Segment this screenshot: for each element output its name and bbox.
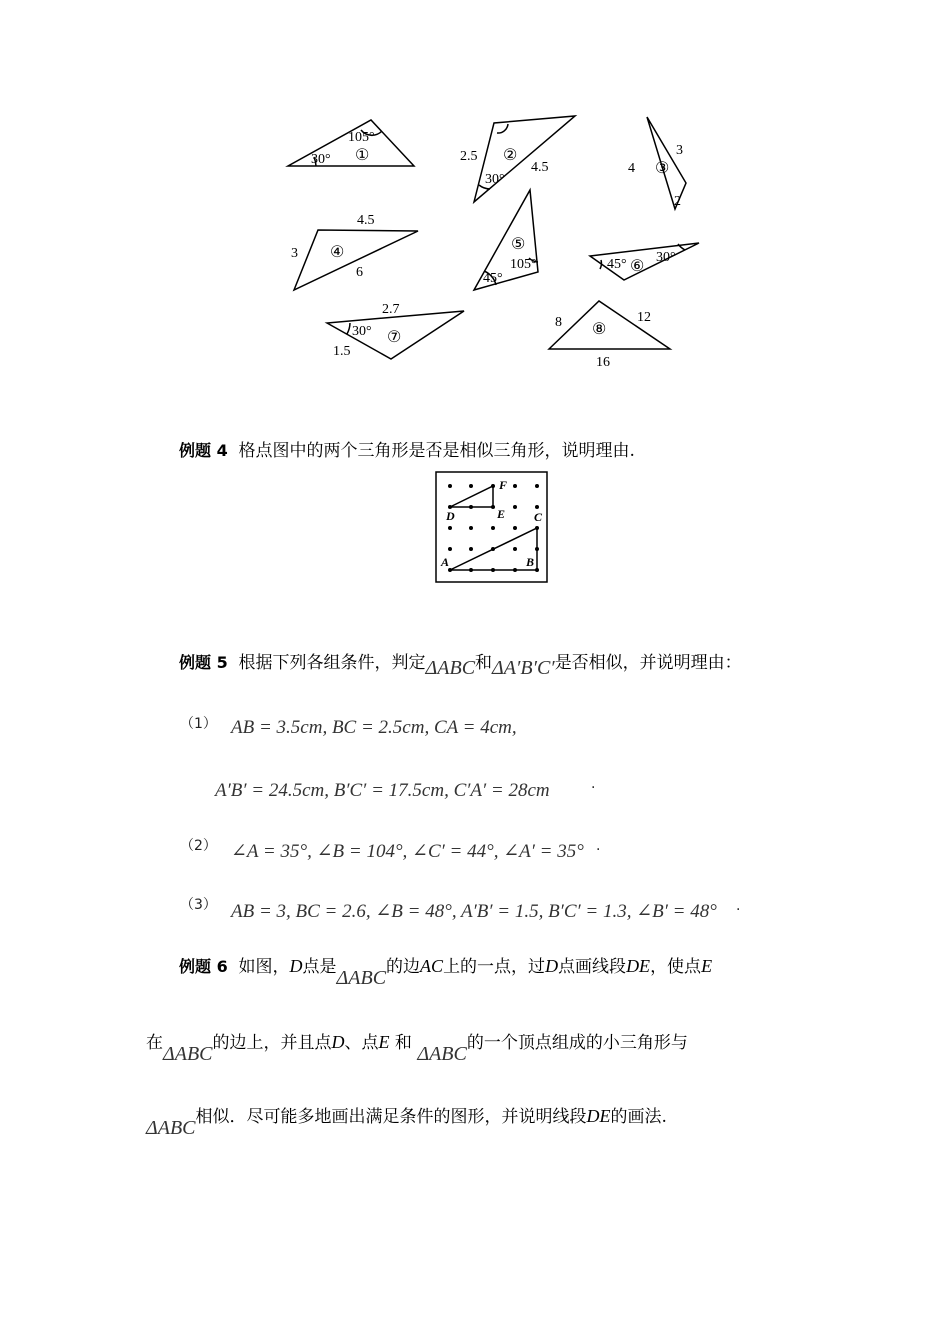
t2-side-a: 2.5 [460, 149, 478, 164]
triangle-abc [450, 528, 537, 570]
t4-side-a: 4.5 [357, 213, 375, 228]
ex4-text: 格点图中的两个三角形是否是相似三角形，说明理由. [238, 441, 635, 461]
ex6-p2c: D [331, 1032, 345, 1052]
ex6-p2g: 的一个顶点组成的小三角形与 [466, 1033, 688, 1053]
t1-angle-b: 30° [311, 152, 331, 167]
ex6-p2e: E [378, 1032, 390, 1052]
ex6-tri-1: ΔABC [336, 967, 387, 989]
t6-angle-b: 30° [656, 250, 676, 265]
c2-num: （2） [180, 838, 217, 854]
label-f: F [499, 478, 508, 492]
c3-line: AB = 3, BC = 2.6, ∠B = 48°, A′B′ = 1.5, B′C′ = 1.3, ∠B′ = 48° [231, 901, 717, 922]
t8-side-c: 16 [596, 355, 610, 370]
ex6-p2a: 在 [146, 1033, 163, 1053]
ex6-p1c: 点是 [302, 957, 337, 977]
ex6-line3 [146, 1104, 667, 1139]
ex6-p1g: D [545, 956, 559, 976]
ex6-p2d: 、点 [344, 1033, 379, 1053]
label-c: C [534, 510, 543, 524]
t8-side-a: 8 [555, 315, 562, 330]
label-e: E [497, 507, 506, 521]
t6-angle-a: 45° [607, 257, 627, 272]
ex6-p1f: 上的一点，过 [443, 957, 546, 977]
ex6-p1d: 的边 [386, 957, 421, 977]
t4-side-b: 3 [291, 246, 298, 261]
t4-side-c: 6 [356, 265, 363, 280]
ex6-p1h: 点画线段 [558, 957, 627, 977]
ex6-p1a: 如图， [238, 957, 290, 977]
t2-marker: ② [503, 147, 518, 164]
t3-side-a: 4 [628, 161, 635, 176]
ex6-p2b: 的边上，并且点 [212, 1033, 332, 1053]
c1-dot: · [591, 780, 596, 796]
t3-marker: ③ [655, 160, 670, 177]
t7-side-a: 2.7 [382, 302, 400, 317]
ex6-line1 [179, 954, 713, 989]
ex5-pre: 根据下列各组条件，判定 [238, 653, 426, 673]
ex6-line2 [146, 1030, 688, 1065]
ex6-p1e: AC [420, 956, 444, 976]
t3-side-b: 3 [676, 143, 683, 158]
ex6-label: 例题 6 [179, 957, 228, 976]
label-a: A [441, 555, 450, 569]
ex4-label: 例题 4 [179, 441, 228, 460]
t5-angle-a: 105° [510, 257, 537, 272]
t7-angle: 30° [352, 324, 372, 339]
c2-line: ∠A = 35°, ∠B = 104°, ∠C′ = 44°, ∠A′ = 35° [231, 841, 584, 862]
c2-dot: · [596, 842, 601, 858]
ex5-line [179, 650, 742, 679]
c1-num: （1） [180, 716, 217, 732]
t8-marker: ⑧ [592, 321, 607, 338]
t8-side-b: 12 [637, 310, 651, 325]
c3-dot: · [736, 902, 741, 918]
t5-angle-b: 45° [483, 271, 503, 286]
label-d: D [446, 509, 455, 523]
ex5-mid: 和 [475, 653, 493, 673]
ex5-tri1: ΔABC [425, 657, 476, 679]
c1-line2: A′B′ = 24.5cm, B′C′ = 17.5cm, C′A′ = 28cm [215, 780, 550, 801]
ex5-post: 是否相似，并说明理由： [554, 653, 742, 673]
ex6-p1j: ，使点 [650, 957, 702, 977]
ex6-p3b: DE [586, 1106, 611, 1126]
t3-side-c: 2 [674, 194, 681, 209]
ex6-p2f: 和 [394, 1033, 412, 1053]
label-b: B [526, 555, 535, 569]
t2-angle: 30° [485, 172, 505, 187]
t6-marker: ⑥ [630, 258, 645, 275]
ex6-p3c: 的画法. [610, 1107, 667, 1127]
ex5-tri2: ΔA′B′C′ [492, 657, 555, 679]
t7-marker: ⑦ [387, 329, 402, 346]
ex6-p1i: DE [626, 956, 651, 976]
t2-side-b: 4.5 [531, 160, 549, 175]
ex6-p3a: 相似．尽可能多地画出满足条件的图形，并说明线段 [195, 1107, 587, 1127]
c1-line1: AB = 3.5cm, BC = 2.5cm, CA = 4cm, [231, 717, 517, 738]
t5-marker: ⑤ [511, 236, 526, 253]
t1-marker: ① [355, 147, 370, 164]
ex6-p1k: E [701, 956, 713, 976]
c3-num: （3） [180, 897, 217, 913]
ex6-p1b: D [289, 956, 303, 976]
ex5-label: 例题 5 [179, 653, 228, 672]
triangle-def [450, 486, 493, 507]
ex6-tri-3: ΔABC [417, 1043, 467, 1065]
t4-marker: ④ [330, 244, 345, 261]
t1-angle-a: 105° [348, 130, 375, 145]
ex6-tri-4: ΔABC [146, 1117, 196, 1139]
t7-side-b: 1.5 [333, 344, 351, 359]
ex6-tri-2: ΔABC [163, 1043, 213, 1065]
lattice-figure [0, 0, 950, 600]
